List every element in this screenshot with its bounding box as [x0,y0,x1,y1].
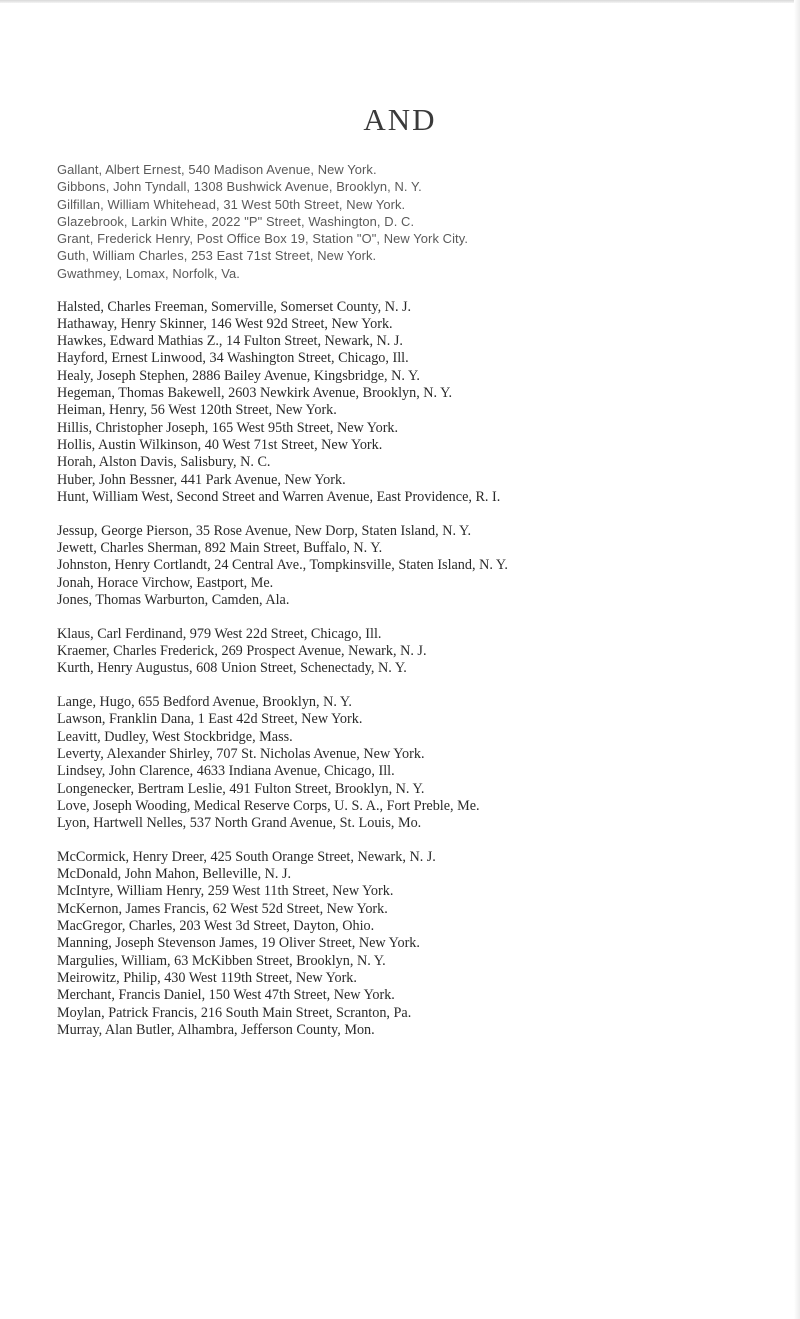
directory-entry: Johnston, Henry Cortlandt, 24 Central Ave., Tompkinsville, Staten Island, N. Y. [57,557,508,574]
directory-entry: McKernon, James Francis, 62 West 52d Street, New York. [57,900,388,917]
page-right-edge [794,0,800,1319]
directory-entry: Hillis, Christopher Joseph, 165 West 95th Street, New York. [57,419,399,436]
directory-entry: Heiman, Henry, 56 West 120th Street, New York. [57,402,337,419]
directory-group-m [57,849,787,1039]
directory-group-j [57,523,787,609]
directory-entry: McDonald, John Mahon, Belleville, N. J. [57,866,292,883]
directory-entry: McIntyre, William Henry, 259 West 11th Street, New York. [57,883,394,900]
directory-entry: Jonah, Horace Virchow, Eastport, Me. [57,574,274,591]
directory-entry: Guth, William Charles, 253 East 71st Street, New York. [57,248,377,264]
directory-entry: Jessup, George Pierson, 35 Rose Avenue, New Dorp, Staten Island, N. Y. [57,522,472,539]
directory-entry: Hayford, Ernest Linwood, 34 Washington Street, Chicago, Ill. [57,350,409,367]
directory-entry: Lange, Hugo, 655 Bedford Avenue, Brooklyn, N. Y. [57,694,352,711]
directory-entry: Love, Joseph Wooding, Medical Reserve Corps, U. S. A., Fort Preble, Me. [57,797,480,814]
directory-entry: Kraemer, Charles Frederick, 269 Prospect Avenue, Newark, N. J. [57,642,427,659]
directory-entry: Gallant, Albert Ernest, 540 Madison Avenue, New York. [57,162,377,177]
directory-entry: Horah, Alston Davis, Salisbury, N. C. [57,454,271,471]
directory-entry: Gibbons, John Tyndall, 1308 Bushwick Avenue, Brooklyn, N. Y. [57,179,422,195]
member-directory [57,161,787,1056]
page-heading: AND [363,102,437,137]
directory-entry: Lindsey, John Clarence, 4633 Indiana Avenue, Chicago, Ill. [57,763,395,780]
directory-entry: Leavitt, Dudley, West Stockbridge, Mass. [57,728,293,745]
directory-entry: Jewett, Charles Sherman, 892 Main Street, Buffalo, N. Y. [57,539,383,556]
directory-entry: Hegeman, Thomas Bakewell, 2603 Newkirk Avenue, Brooklyn, N. Y. [57,385,453,402]
directory-entry: Murray, Alan Butler, Alhambra, Jefferson County, Mon. [57,1021,375,1038]
directory-entry: Longenecker, Bertram Leslie, 491 Fulton Street, Brooklyn, N. Y. [57,780,425,797]
directory-entry: Hollis, Austin Wilkinson, 40 West 71st Street, New York. [57,436,383,453]
directory-entry: Kurth, Henry Augustus, 608 Union Street, Schenectady, N. Y. [57,660,407,677]
directory-group-k [57,626,787,678]
directory-entry: Moylan, Patrick Francis, 216 South Main Street, Scranton, Pa. [57,1004,412,1021]
directory-entry: Jones, Thomas Warburton, Camden, Ala. [57,591,290,608]
directory-entry: Grant, Frederick Henry, Post Office Box 19, Station "O", New York City. [57,231,468,247]
directory-entry: Lawson, Franklin Dana, 1 East 42d Street, New York. [57,711,363,728]
directory-entry: Gilfillan, William Whitehead, 31 West 50th Street, New York. [57,196,406,212]
directory-entry: Glazebrook, Larkin White, 2022 "P" Street, Washington, D. C. [57,213,415,229]
page-top-edge [0,0,800,3]
directory-entry: MacGregor, Charles, 203 West 3d Street, Dayton, Ohio. [57,918,375,935]
directory-entry: Margulies, William, 63 McKibben Street, Brooklyn, N. Y. [57,952,386,969]
directory-entry: Klaus, Carl Ferdinand, 979 West 22d Street, Chicago, Ill. [57,625,382,642]
directory-entry: Hawkes, Edward Mathias Z., 14 Fulton Street, Newark, N. J. [57,333,403,350]
directory-group-l [57,694,787,832]
directory-entry: Hathaway, Henry Skinner, 146 West 92d Street, New York. [57,315,393,332]
directory-group-g [57,161,787,282]
directory-entry: Meirowitz, Philip, 430 West 119th Street, New York. [57,969,357,986]
directory-entry: Gwathmey, Lomax, Norfolk, Va. [57,265,240,281]
directory-entry: McCormick, Henry Dreer, 425 South Orange Street, Newark, N. J. [57,848,436,865]
directory-entry: Huber, John Bessner, 441 Park Avenue, New York. [57,471,346,488]
directory-entry: Leverty, Alexander Shirley, 707 St. Nicholas Avenue, New York. [57,745,425,762]
directory-entry: Hunt, William West, Second Street and Warren Avenue, East Providence, R. I. [57,488,501,505]
directory-entry: Merchant, Francis Daniel, 150 West 47th Street, New York. [57,987,395,1004]
directory-entry: Halsted, Charles Freeman, Somerville, Somerset County, N. J. [57,298,412,315]
directory-group-h [57,299,787,507]
directory-entry: Healy, Joseph Stephen, 2886 Bailey Avenue, Kingsbridge, N. Y. [57,367,420,384]
directory-entry: Manning, Joseph Stevenson James, 19 Oliver Street, New York. [57,935,420,952]
directory-entry: Lyon, Hartwell Nelles, 537 North Grand Avenue, St. Louis, Mo. [57,815,422,832]
